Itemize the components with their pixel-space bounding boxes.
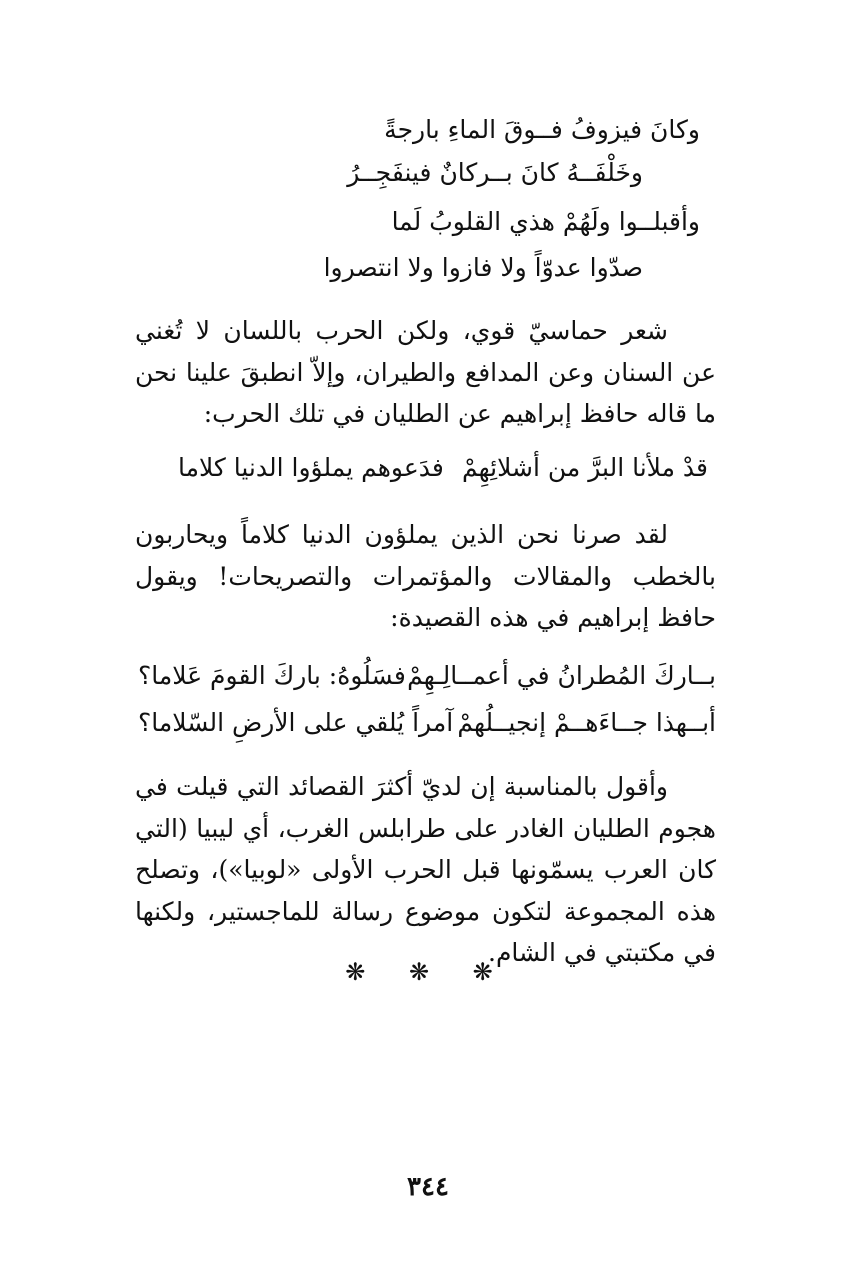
section-separator: ❋ ❋ ❋: [345, 958, 511, 986]
poem-line-2: وخَلْفَــهُ كانَ بــركانٌ فينفَجِــرُ: [347, 158, 643, 187]
paragraph-2: لقد صرنا نحن الذين يملؤون الدنيا كلاماً ويحاربون بالخطب والمقالات والمؤتمرات والتصريحات! ويقول حافظ إبراهيم في هذه القصيدة:: [135, 520, 716, 632]
verse-1-first-hemistich: قدْ ملأنا البرَّ من أشلائِهِمْ: [462, 453, 708, 482]
verse-3-second-hemistich: آمراً يُلقي على الأرضِ السّلاما؟: [138, 708, 454, 737]
verse-1-second-hemistich: فدَعوهم يملؤوا الدنيا كلاما: [178, 453, 444, 482]
poem-line-3: وأقبلــوا ولَهُمْ هذي القلوبُ لَما: [391, 207, 700, 236]
verse-3-first-hemistich: أبــهذا جــاءَهــمْ إنجيــلُهمْ: [457, 708, 716, 737]
paragraph-3: وأقول بالمناسبة إن لديّ أكثرَ القصائد التي قيلت في هجوم الطليان الغادر على طرابلس الغرب، أي ليبيا (التي كان العرب يسمّونها قبل الحرب الأولى «لوبيا»)، وتصلح هذه المجموعة لتكون موضوع رسالة للماجستير، ولكنها في مكتبتي في الشام.: [135, 772, 716, 967]
verse-2-first-hemistich: بــاركَ المُطرانُ في أعمــالِـهِمْ: [407, 661, 716, 690]
verse-2-second-hemistich: فسَلُوهُ: باركَ القومَ عَلاما؟: [138, 661, 406, 690]
page-number: ٣٤٤: [407, 1172, 449, 1202]
paragraph-1: شعر حماسيّ قوي، ولكن الحرب باللسان لا تُغني عن السنان وعن المدافع والطيران، وإلاّ انطبقَ علينا نحن ما قاله حافظ إبراهيم عن الطليان في تلك الحرب:: [135, 316, 716, 428]
poem-line-4: صدّوا عدوّاً ولا فازوا ولا انتصروا: [323, 253, 643, 282]
poem-line-1: وكانَ فيزوفُ فــوقَ الماءِ بارجةً: [384, 115, 700, 144]
